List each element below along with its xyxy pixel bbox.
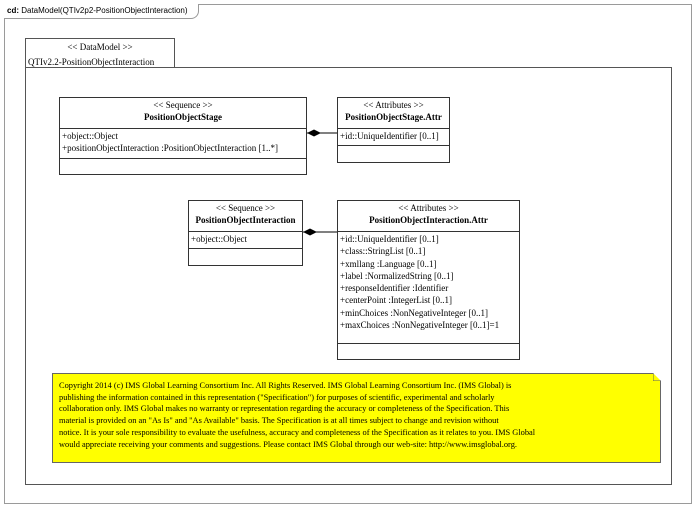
package-name: QTIv2.2-PositionObjectInteraction bbox=[28, 57, 155, 67]
note-line: Copyright 2014 (c) IMS Global Learning Consortium Inc. All Rights Reserved. IMS Global Learning Consortium Inc. (IMS Global) is bbox=[59, 381, 512, 390]
class-attributes bbox=[189, 232, 302, 249]
class-position-object-stage-attr[interactable] bbox=[337, 97, 450, 163]
attribute-row: +responseIdentifier :Identifier bbox=[340, 283, 449, 294]
note-line: notice. It is your sole responsibility to evaluate the usefulness, accuracy and completeness of the Specification as it relates to you. IMS Global bbox=[59, 427, 536, 437]
attribute-row: +class::StringList [0..1] bbox=[340, 246, 426, 257]
diagram-name: DataModel(QTIv2p2-PositionObjectInteraction) bbox=[21, 6, 188, 15]
attribute-row: +positionObjectInteraction :PositionObjectInteraction [1..*] bbox=[62, 143, 279, 154]
class-stereotype: << Attributes >> bbox=[398, 203, 459, 213]
class-name: PositionObjectStage.Attr bbox=[345, 112, 442, 122]
note-line: publishing the information contained in this representation ("Specification") for purposes of scientific, experimental and scholarly bbox=[59, 392, 495, 402]
class-header bbox=[189, 201, 302, 232]
class-stereotype: << Sequence >> bbox=[215, 203, 276, 213]
note-line: material is provided on an "As Is" and "As Available" basis. The Specification is at all times subject to change and revision without bbox=[59, 416, 499, 426]
class-position-object-interaction-attr[interactable] bbox=[337, 200, 520, 360]
class-header bbox=[60, 98, 306, 129]
attribute-row: +xmllang :Language [0..1] bbox=[340, 258, 437, 269]
diagram-kind: cd: bbox=[7, 6, 19, 15]
class-name: PositionObjectInteraction.Attr bbox=[369, 215, 488, 225]
class-header bbox=[338, 201, 519, 232]
class-attributes bbox=[60, 129, 306, 159]
attribute-row: +object::Object bbox=[191, 234, 248, 244]
attribute-row: +label :NormalizedString [0..1] bbox=[340, 270, 454, 281]
attribute-row: +object::Object bbox=[62, 131, 119, 141]
class-stereotype: << Attributes >> bbox=[363, 100, 424, 110]
note-line: would appreciate receiving your comments and suggestions. Please contact IMS Global through our web-site: http://www.imsglobal.org. bbox=[59, 439, 517, 449]
attribute-row: +id::UniqueIdentifier [0..1] bbox=[340, 234, 439, 244]
copyright-note[interactable] bbox=[52, 373, 661, 463]
class-name: PositionObjectInteraction bbox=[195, 215, 296, 225]
class-stereotype: << Sequence >> bbox=[153, 100, 213, 110]
attribute-row: +maxChoices :NonNegativeInteger [0..1]=1 bbox=[340, 320, 500, 331]
package-stereotype: << DataModel >> bbox=[67, 42, 133, 52]
composition-stage-to-attr bbox=[307, 130, 337, 137]
attribute-row: +minChoices :NonNegativeInteger [0..1] bbox=[340, 307, 489, 318]
note-fold-corner bbox=[653, 373, 661, 381]
class-name: PositionObjectStage bbox=[144, 112, 222, 122]
class-header bbox=[338, 98, 449, 129]
attribute-row: +id::UniqueIdentifier [0..1] bbox=[340, 131, 439, 141]
class-position-object-stage[interactable] bbox=[59, 97, 307, 175]
class-attributes bbox=[338, 232, 519, 344]
note-line: collaboration only. IMS Global makes no warranty or representation regarding the accuracy or completeness of the Specification. This bbox=[59, 404, 510, 414]
composition-interaction-to-attr bbox=[303, 229, 337, 236]
class-position-object-interaction[interactable] bbox=[188, 200, 303, 266]
class-attributes bbox=[338, 129, 449, 146]
attribute-row: +centerPoint :IntegerList [0..1] bbox=[340, 295, 453, 306]
